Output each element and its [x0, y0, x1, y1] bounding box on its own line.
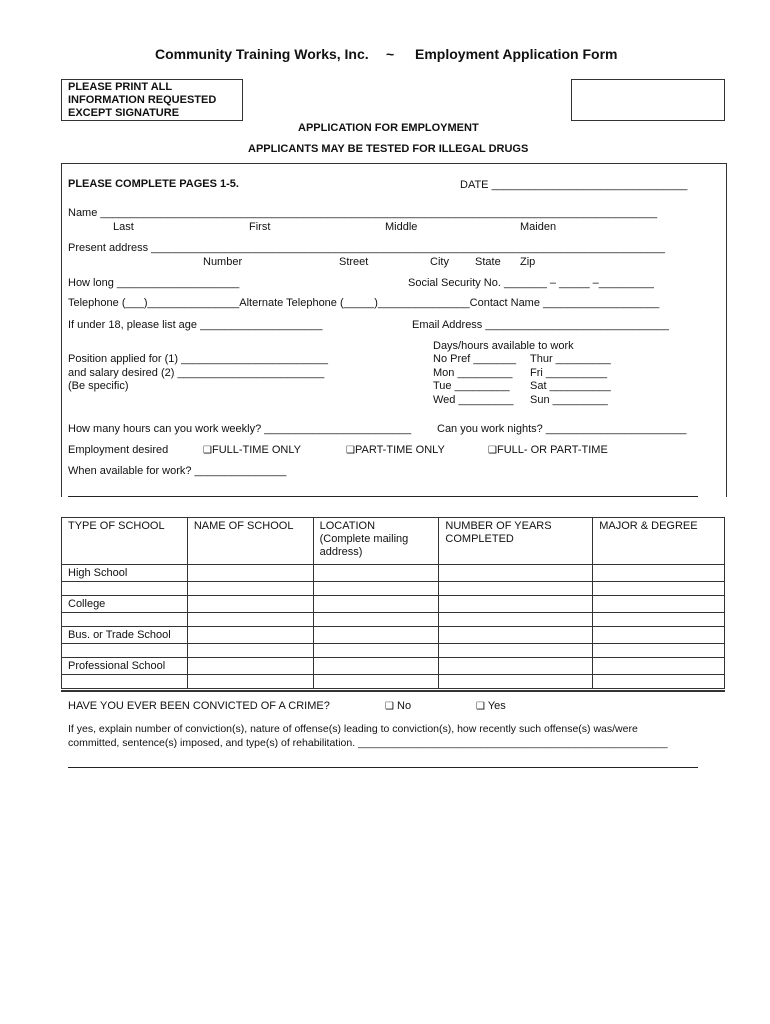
drug-test-notice: APPLICANTS MAY BE TESTED FOR ILLEGAL DRUGS	[248, 143, 529, 155]
day-thur[interactable]: Thur _________	[530, 353, 611, 365]
day-tue[interactable]: Tue _________	[433, 380, 510, 392]
days-available-title: Days/hours available to work	[433, 340, 574, 352]
table-row	[62, 582, 725, 596]
be-specific-note: (Be specific)	[68, 380, 129, 392]
application-subtitle: APPLICATION FOR EMPLOYMENT	[298, 122, 479, 134]
header-location: LOCATION (Complete mailing address)	[313, 518, 439, 565]
ssn-field[interactable]: Social Security No. _______ – _____ –_________	[408, 277, 654, 289]
day-mon[interactable]: Mon _________	[433, 366, 513, 379]
table-cell[interactable]	[187, 627, 313, 644]
table-cell[interactable]	[187, 644, 313, 658]
print-notice-line-3: EXCEPT SIGNATURE	[68, 107, 180, 119]
table-cell[interactable]	[187, 613, 313, 627]
title-separator: ~	[386, 46, 395, 62]
header-name-of-school: NAME OF SCHOOL	[187, 518, 313, 565]
address-label-state: State	[475, 256, 501, 268]
address-label-city: City	[430, 256, 449, 268]
table-cell[interactable]	[187, 675, 313, 689]
print-notice-box	[61, 79, 243, 121]
education-table	[61, 517, 725, 689]
nights-field[interactable]: Can you work nights? _______________________	[437, 423, 687, 435]
print-notice-line-2: INFORMATION REQUESTED	[68, 94, 217, 106]
hours-weekly-field[interactable]: How many hours can you work weekly? ________________________	[68, 423, 412, 435]
table-cell	[62, 644, 188, 658]
table-cell[interactable]	[313, 658, 439, 675]
header-type-of-school: TYPE OF SCHOOL	[62, 518, 188, 565]
address-label-street: Street	[339, 256, 369, 268]
crime-no-checkbox-icon[interactable]: ❑	[385, 701, 394, 712]
crime-yes-label: Yes	[487, 700, 506, 712]
day-sun[interactable]: Sun _________	[530, 393, 608, 406]
full-time-checkbox-icon[interactable]: ❑	[203, 445, 212, 456]
name-label-last: Last	[113, 221, 134, 233]
day-sat[interactable]: Sat __________	[530, 380, 611, 392]
under-18-age-field[interactable]: If under 18, please list age ____________________	[68, 319, 323, 331]
telephone-field[interactable]: Telephone (___)_______________Alternate Telephone (_____)_______________Contact Name ___________________	[68, 297, 660, 309]
employment-desired-label: Employment desired	[68, 444, 169, 456]
table-cell[interactable]	[313, 644, 439, 658]
form-title: Employment Application Form	[415, 46, 618, 62]
table-row	[62, 658, 725, 675]
row-label-high-school: High School	[62, 565, 188, 582]
extra-line[interactable]	[68, 496, 698, 497]
table-cell[interactable]	[439, 596, 593, 613]
education-header-row	[62, 518, 725, 565]
table-cell[interactable]	[593, 613, 725, 627]
crime-no-label: No	[397, 700, 412, 712]
table-cell[interactable]	[313, 565, 439, 582]
section-divider	[61, 690, 725, 692]
row-label-professional-school: Professional School	[62, 658, 188, 675]
address-label-zip: Zip	[520, 256, 536, 268]
days-col-2	[530, 353, 611, 407]
how-long-field[interactable]: How long ____________________	[68, 277, 240, 289]
table-cell[interactable]	[439, 675, 593, 689]
row-label-college: College	[62, 596, 188, 613]
position-1-field[interactable]: Position applied for (1) ________________________	[68, 353, 328, 365]
crime-no-option[interactable]	[385, 700, 411, 712]
table-row	[62, 675, 725, 689]
header-major-degree: MAJOR & DEGREE	[593, 518, 725, 565]
part-time-label: PART-TIME ONLY	[354, 444, 445, 456]
table-cell[interactable]	[187, 582, 313, 596]
crime-question: HAVE YOU EVER BEEN CONVICTED OF A CRIME?	[68, 700, 330, 712]
table-cell[interactable]	[439, 613, 593, 627]
table-cell[interactable]	[439, 658, 593, 675]
table-cell	[62, 582, 188, 596]
full-or-part-label: FULL- OR PART-TIME	[496, 444, 608, 456]
name-field[interactable]: Name ___________________________________________________________________________________________	[68, 207, 658, 219]
table-cell[interactable]	[439, 627, 593, 644]
table-cell[interactable]	[439, 644, 593, 658]
table-row	[62, 644, 725, 658]
name-label-middle: Middle	[385, 221, 418, 233]
crime-explain-line-1: If yes, explain number of conviction(s), nature of offense(s) leading to conviction(s), how recently such offense(s) was/were	[68, 723, 638, 735]
table-cell[interactable]	[313, 582, 439, 596]
day-no-pref[interactable]: No Pref _______	[433, 353, 517, 365]
table-cell[interactable]	[439, 582, 593, 596]
position-2-field[interactable]: and salary desired (2) ________________________	[68, 366, 325, 379]
table-cell[interactable]	[593, 565, 725, 582]
table-cell[interactable]	[313, 627, 439, 644]
full-or-part-checkbox-icon[interactable]: ❑	[488, 445, 497, 456]
table-cell[interactable]	[313, 613, 439, 627]
table-cell[interactable]	[593, 582, 725, 596]
name-label-maiden: Maiden	[520, 221, 557, 233]
table-cell[interactable]	[187, 565, 313, 582]
table-cell[interactable]	[593, 675, 725, 689]
table-cell[interactable]	[593, 596, 725, 613]
full-or-part-option[interactable]	[488, 444, 608, 456]
row-label-trade-school: Bus. or Trade School	[62, 627, 188, 644]
crime-yes-checkbox-icon[interactable]: ❑	[476, 701, 485, 712]
when-available-field[interactable]: When available for work? _______________	[68, 465, 287, 477]
table-cell	[62, 675, 188, 689]
office-use-box	[571, 79, 725, 121]
full-time-option[interactable]	[203, 444, 301, 456]
table-cell[interactable]	[593, 627, 725, 644]
header-years-completed: NUMBER OF YEARS COMPLETED	[439, 518, 593, 565]
position-block	[68, 353, 328, 394]
company-name: Community Training Works, Inc.	[155, 46, 369, 62]
part-time-checkbox-icon[interactable]: ❑	[346, 445, 355, 456]
part-time-option[interactable]	[346, 444, 445, 456]
table-cell[interactable]	[313, 596, 439, 613]
table-cell	[62, 613, 188, 627]
crime-explain-extra-line[interactable]	[68, 767, 698, 768]
print-notice-line-1: PLEASE PRINT ALL	[68, 81, 173, 93]
crime-explain-line-2[interactable]: committed, sentence(s) imposed, and type(s) of rehabilitation. _____________________________________________________	[68, 737, 668, 749]
address-label-number: Number	[203, 256, 243, 268]
email-field[interactable]: Email Address ______________________________	[412, 319, 669, 331]
table-cell[interactable]	[593, 658, 725, 675]
name-label-first: First	[249, 221, 271, 233]
table-row	[62, 565, 725, 582]
days-col-1	[433, 353, 516, 407]
day-fri[interactable]: Fri __________	[530, 366, 608, 379]
address-field[interactable]: Present address ____________________________________________________________________________________	[68, 242, 666, 254]
complete-pages-note: PLEASE COMPLETE PAGES 1-5.	[68, 178, 239, 190]
date-field[interactable]: DATE ________________________________	[460, 179, 688, 191]
table-cell[interactable]	[439, 565, 593, 582]
crime-yes-option[interactable]	[476, 700, 506, 712]
full-time-label: FULL-TIME ONLY	[211, 444, 301, 456]
table-row	[62, 596, 725, 613]
table-row	[62, 627, 725, 644]
table-cell[interactable]	[187, 596, 313, 613]
table-cell[interactable]	[187, 658, 313, 675]
table-row	[62, 613, 725, 627]
day-wed[interactable]: Wed _________	[433, 393, 514, 406]
table-cell[interactable]	[593, 644, 725, 658]
table-cell[interactable]	[313, 675, 439, 689]
